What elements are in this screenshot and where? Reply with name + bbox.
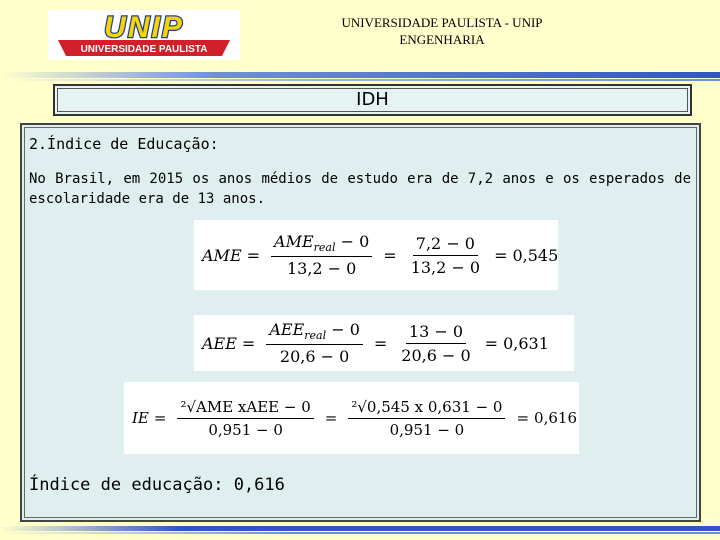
bottom-rule <box>0 526 720 531</box>
aee-lhs: AEE <box>202 333 237 353</box>
header-course: ENGENHARIA <box>399 32 485 47</box>
ame-equals-3: = <box>494 245 508 265</box>
ie-result: 0,616 <box>534 409 577 427</box>
ie-fraction-1-denominator: 0,951 − 0 <box>208 420 283 439</box>
unip-logo <box>48 10 240 60</box>
ame-real-symbol: AME <box>274 231 314 251</box>
aee-real-minus: − 0 <box>326 319 360 339</box>
ame-fraction-1-numerator <box>271 232 372 257</box>
section-heading: 2.Índice de Educação: <box>29 135 219 153</box>
ame-fraction-1 <box>271 232 372 278</box>
logo-wordmark: UNIP <box>104 11 184 44</box>
aee-real-subscript: real <box>304 329 327 343</box>
ame-fraction-1-denominator: 13,2 − 0 <box>286 259 357 279</box>
ie-equals-2: = <box>324 409 338 427</box>
aee-equals-1: = <box>241 333 256 353</box>
ame-real-subscript: real <box>313 241 336 255</box>
ame-equals-1: = <box>246 245 261 265</box>
ame-fraction-2-numerator: 7,2 − 0 <box>413 234 478 256</box>
aee-equals-3: = <box>484 333 499 353</box>
content-panel <box>20 123 701 522</box>
aee-fraction-2-denominator: 20,6 − 0 <box>401 345 471 365</box>
ie-fraction-2 <box>348 398 505 439</box>
ame-equation <box>194 220 558 290</box>
slide-title: IDH <box>356 89 389 110</box>
ie-equation <box>124 382 579 454</box>
ie-equals-3: = <box>516 409 530 427</box>
aee-fraction-1-denominator: 20,6 − 0 <box>279 347 350 367</box>
ie-fraction-2-numerator: ²√0,545 x 0,631 − 0 <box>348 398 505 419</box>
aee-fraction-2 <box>398 322 473 365</box>
top-rule <box>0 72 720 78</box>
bottom-rule-secondary <box>0 532 720 534</box>
aee-fraction-1-numerator <box>266 320 363 345</box>
aee-fraction-1 <box>266 320 363 366</box>
aee-fraction-2-numerator: 13 − 0 <box>406 322 466 344</box>
body-paragraph: No Brasil, em 2015 os anos médios de estudo era de 7,2 anos e os esperados de escolaridade era de 13 anos. <box>29 171 691 207</box>
title-box-inner-border <box>57 88 688 112</box>
ame-fraction-2-denominator: 13,2 − 0 <box>410 257 481 277</box>
ie-fraction-1 <box>177 398 313 439</box>
aee-equation <box>194 315 574 371</box>
header-university: UNIVERSIDADE PAULISTA - UNIP <box>341 15 543 30</box>
ie-fraction-1-numerator: ²√AME xAEE − 0 <box>177 398 313 419</box>
ame-fraction-2 <box>408 234 483 277</box>
ame-lhs: AME <box>202 245 242 265</box>
top-rule-secondary <box>0 79 720 81</box>
ame-result: 0,545 <box>512 245 559 265</box>
aee-real-symbol: AEE <box>269 319 305 339</box>
ame-real-minus: − 0 <box>335 231 370 251</box>
ie-lhs: IE <box>132 409 149 427</box>
logo-subtext: UNIVERSIDADE PAULISTA <box>80 44 208 55</box>
aee-result: 0,631 <box>503 333 549 353</box>
education-index-result: Índice de educação: 0,616 <box>29 475 285 495</box>
institution-header <box>292 14 592 48</box>
slide-title-box <box>53 84 692 116</box>
aee-equals-2: = <box>373 333 388 353</box>
ie-fraction-2-denominator: 0,951 − 0 <box>389 420 465 439</box>
ame-equals-2: = <box>383 245 397 265</box>
ie-equals-1: = <box>153 409 167 427</box>
